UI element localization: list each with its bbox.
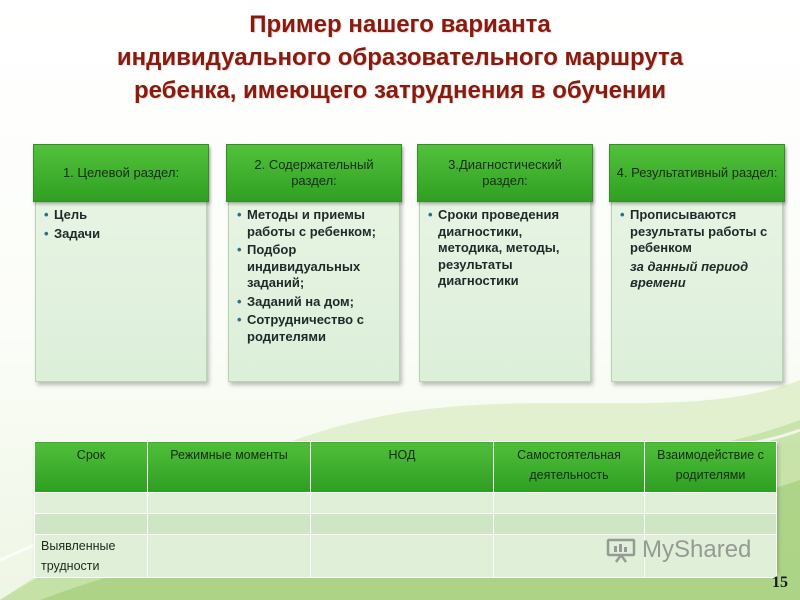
- table-cell: [35, 493, 148, 514]
- list-item: • Прописываются результаты работы с ребенком: [618, 207, 778, 257]
- title-line-3: ребенка, имеющего затруднения в обучении: [133, 77, 667, 104]
- card-header: 2. Содержательный раздел:: [226, 144, 402, 202]
- list-item: • Подбор индивидуальных заданий;: [235, 242, 395, 292]
- title-line-1: Пример нашего варианта: [249, 11, 551, 38]
- table-header-cell: Срок: [35, 442, 148, 493]
- presentation-icon: [606, 537, 636, 563]
- page-number: 15: [772, 574, 788, 591]
- table-cell: [494, 514, 645, 535]
- card-target-section: [35, 146, 207, 382]
- card-diagnostic-section: [419, 146, 591, 382]
- table-header-cell: Взаимодействие с родителями: [645, 442, 777, 493]
- table-header-cell: Самостоятельная деятельность: [494, 442, 645, 493]
- table-row: [35, 514, 777, 535]
- table-cell: [645, 514, 777, 535]
- watermark: [606, 536, 751, 564]
- table-header-cell: НОД: [311, 442, 494, 493]
- list-item-italic: за данный период времени: [630, 258, 749, 290]
- card-body: [426, 207, 586, 292]
- card-header: 4. Результативный раздел:: [609, 144, 785, 202]
- table-cell: [148, 514, 311, 535]
- table-cell: [645, 493, 777, 514]
- card-body: [235, 207, 395, 347]
- table-cell: [311, 514, 494, 535]
- list-item: • Сроки проведения диагностики, методика, методы, результаты диагностики: [426, 207, 586, 290]
- list-item: • Задачи: [42, 226, 202, 243]
- card-body: [42, 207, 202, 244]
- table-cell: [311, 535, 494, 578]
- table-cell: [311, 493, 494, 514]
- card-body: [618, 207, 778, 294]
- table-cell: [35, 514, 148, 535]
- card-header: 1. Целевой раздел:: [33, 144, 209, 202]
- card-content-section: [228, 146, 400, 382]
- table-header-cell: Режимные моменты: [148, 442, 311, 493]
- table-row: [35, 493, 777, 514]
- slide-title: [0, 8, 800, 107]
- list-item: • Сотрудничество с родителями: [235, 312, 395, 345]
- table-cell: [148, 535, 311, 578]
- table-row-label: Выявленные трудности: [35, 535, 148, 578]
- title-line-2: индивидуального образовательного маршрута: [116, 44, 684, 71]
- list-item: • Цель: [42, 207, 202, 224]
- card-result-section: [611, 146, 783, 382]
- watermark-text: MyShared: [642, 536, 752, 563]
- list-item: • Методы и приемы работы с ребенком;: [235, 207, 395, 240]
- table-cell: [494, 493, 645, 514]
- table-cell: [148, 493, 311, 514]
- card-header: 3.Диагностический раздел:: [417, 144, 593, 202]
- list-item: • Заданий на дом;: [235, 294, 395, 311]
